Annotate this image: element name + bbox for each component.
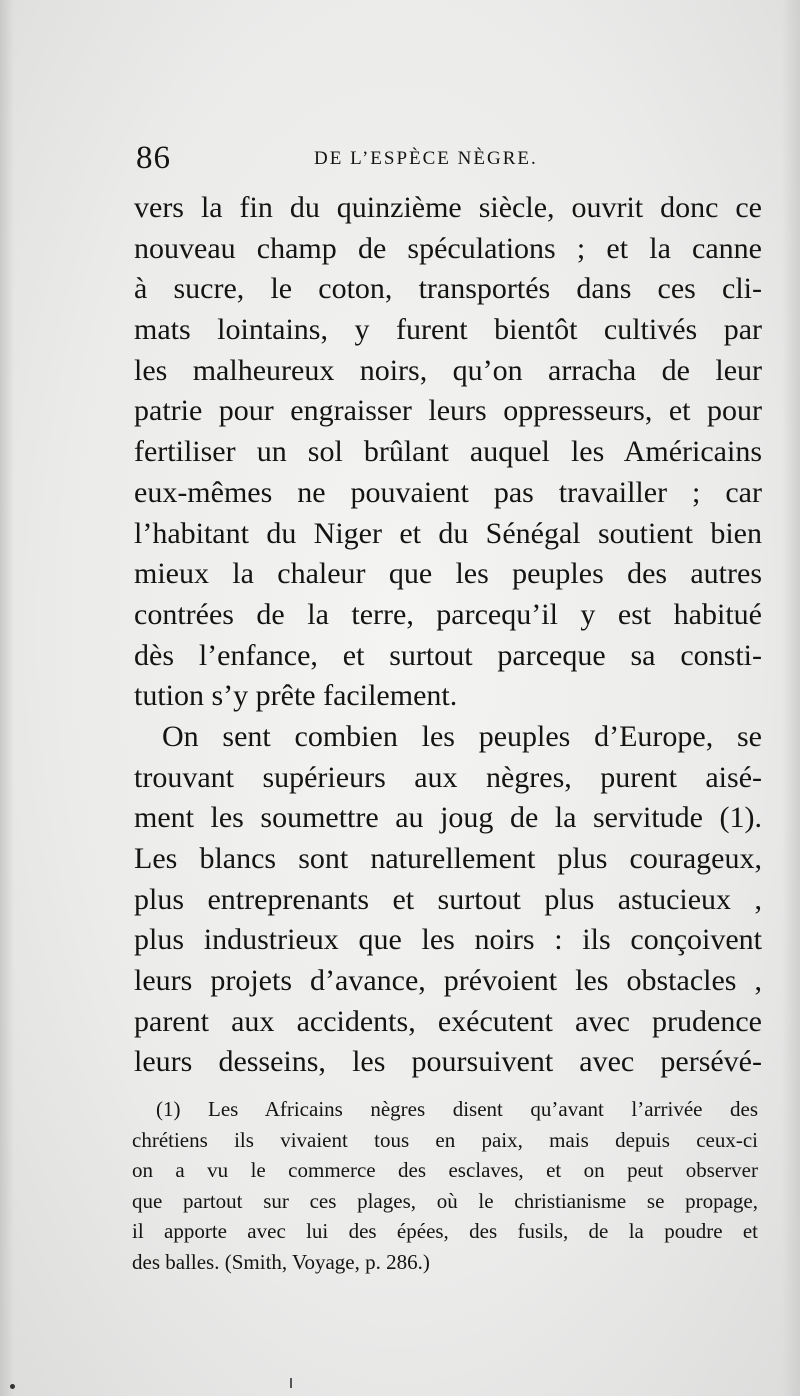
text-line: les malheureux noirs, qu’on arracha de leur (134, 353, 762, 387)
text-line: mieux la chaleur que les peuples des autres (134, 557, 762, 591)
text-line: nouveau champ de spéculations ; et la canne (134, 231, 762, 265)
text-line: fertiliser un sol brûlant auquel les Américains (134, 435, 762, 469)
footnote-line: des balles. (Smith, Voyage, p. 286.) (132, 1249, 430, 1274)
text-line: vers la fin du quinzième siècle, ouvrit donc ce (134, 191, 762, 224)
page-shadow-left (0, 0, 14, 1396)
text-line: tution s’y prête facilement. (134, 679, 458, 713)
print-mark (290, 1378, 292, 1388)
text-line: On sent combien les peuples d’Europe, se (162, 719, 762, 753)
page-number: 86 (136, 140, 171, 176)
footnote-line: on a vu le commerce des esclaves, et on peut observer (132, 1158, 758, 1183)
text-line: ment les soumettre au joug de la servitude (1). (134, 801, 762, 835)
text-line: plus industrieux que les noirs : ils conçoivent (134, 923, 762, 957)
text-line: eux-mêmes ne pouvaient pas travailler ; car (134, 475, 762, 509)
footnote-line: que partout sur ces plages, où le christianisme se propage, (132, 1188, 758, 1213)
page-shadow-right (782, 0, 800, 1396)
text-line: l’habitant du Niger et du Sénégal soutient bien (134, 516, 762, 550)
main-text (134, 188, 762, 1083)
text-line: contrées de la terre, parcequ’il y est habitué (134, 597, 762, 631)
footnote-line: il apporte avec lui des épées, des fusils, de la poudre et (132, 1219, 758, 1244)
footnote (132, 1094, 758, 1278)
print-speck (10, 1384, 15, 1389)
footnote-line: (1) Les Africains nègres disent qu’avant l’arrivée des (156, 1097, 758, 1121)
text-line: leurs desseins, les poursuivent avec persévé- (134, 1045, 762, 1079)
text-line: mats lointains, y furent bientôt cultivés par (134, 313, 762, 347)
text-line: à sucre, le coton, transportés dans ces cli- (134, 272, 762, 306)
footnote-line: chrétiens ils vivaient tous en paix, mais depuis ceux-ci (132, 1127, 758, 1152)
page-header (136, 140, 756, 180)
text-line: leurs projets d’avance, prévoient les obstacles , (134, 964, 762, 998)
text-line: plus entreprenants et surtout plus astucieux , (134, 882, 762, 916)
text-line: dès l’enfance, et surtout parceque sa consti- (134, 638, 762, 672)
text-line: trouvant supérieurs aux nègres, purent aisé- (134, 760, 762, 794)
text-line: patrie pour engraisser leurs oppresseurs, et pour (134, 394, 762, 428)
text-line: parent aux accidents, exécutent avec prudence (134, 1004, 762, 1038)
running-head: DE L’ESPÈCE NÈGRE. (314, 148, 538, 169)
text-line: Les blancs sont naturellement plus courageux, (134, 842, 762, 875)
